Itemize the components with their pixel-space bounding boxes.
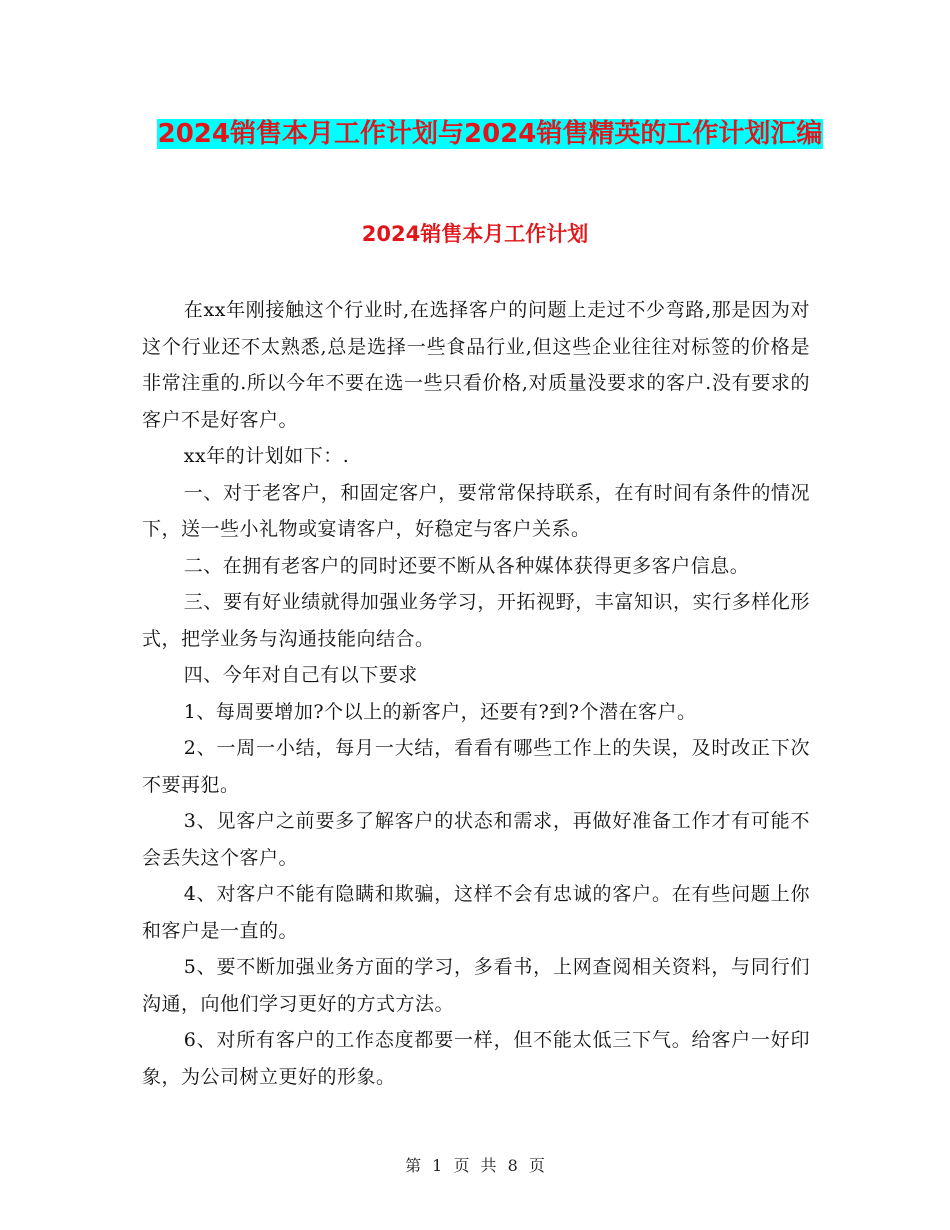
paragraph: 2、一周一小结，每月一大结，看看有哪些工作上的失误，及时改正下次不要再犯。 xyxy=(142,737,810,796)
paragraph: 一、对于老客户，和固定客户，要常常保持联系，在有时间有条件的情况下，送一些小礼物或宴请客户，好稳定与客户关系。 xyxy=(142,481,810,540)
page-footer: 第 1 页 共 8 页 xyxy=(405,1156,545,1175)
paragraph: 4、对客户不能有隐瞒和欺骗，这样不会有忠诚的客户。在有些问题上你和客户是一直的。 xyxy=(142,883,810,942)
paragraph: 在xx年刚接触这个行业时,在选择客户的问题上走过不少弯路,那是因为对这个行业还不太熟悉,总是选择一些食品行业,但这些企业往往对标签的价格是非常注重的.所以今年不要在选一些只看价格,对质量没要求的客户.没有要求的客户不是好客户。 xyxy=(142,299,810,431)
paragraph: 四、今年对自己有以下要求 xyxy=(183,664,418,686)
paragraph: 5、要不断加强业务方面的学习，多看书，上网查阅相关资料，与同行们沟通，向他们学习更好的方式方法。 xyxy=(142,956,810,1015)
paragraph: 6、对所有客户的工作态度都要一样，但不能太低三下气。给客户一好印象，为公司树立更好的形象。 xyxy=(142,1029,810,1088)
paragraph: 3、见客户之前要多了解客户的状态和需求，再做好准备工作才有可能不会丢失这个客户。 xyxy=(142,810,810,869)
paragraph: xx年的计划如下：. xyxy=(183,445,350,467)
paragraph: 二、在拥有老客户的同时还要不断从各种媒体获得更多客户信息。 xyxy=(183,554,750,577)
main-title xyxy=(140,112,840,156)
body-text xyxy=(142,292,810,1095)
paragraph: 1、每周要增加?个以上的新客户，还要有?到?个潜在客户。 xyxy=(183,700,697,723)
paragraph: 三、要有好业绩就得加强业务学习，开拓视野，丰富知识，实行多样化形式，把学业务与沟通技能向结合。 xyxy=(142,591,810,650)
section-title: 2024销售本月工作计划 xyxy=(361,222,589,246)
main-title-text: 2024销售本月工作计划与2024销售精英的工作计划汇编 xyxy=(157,119,823,149)
